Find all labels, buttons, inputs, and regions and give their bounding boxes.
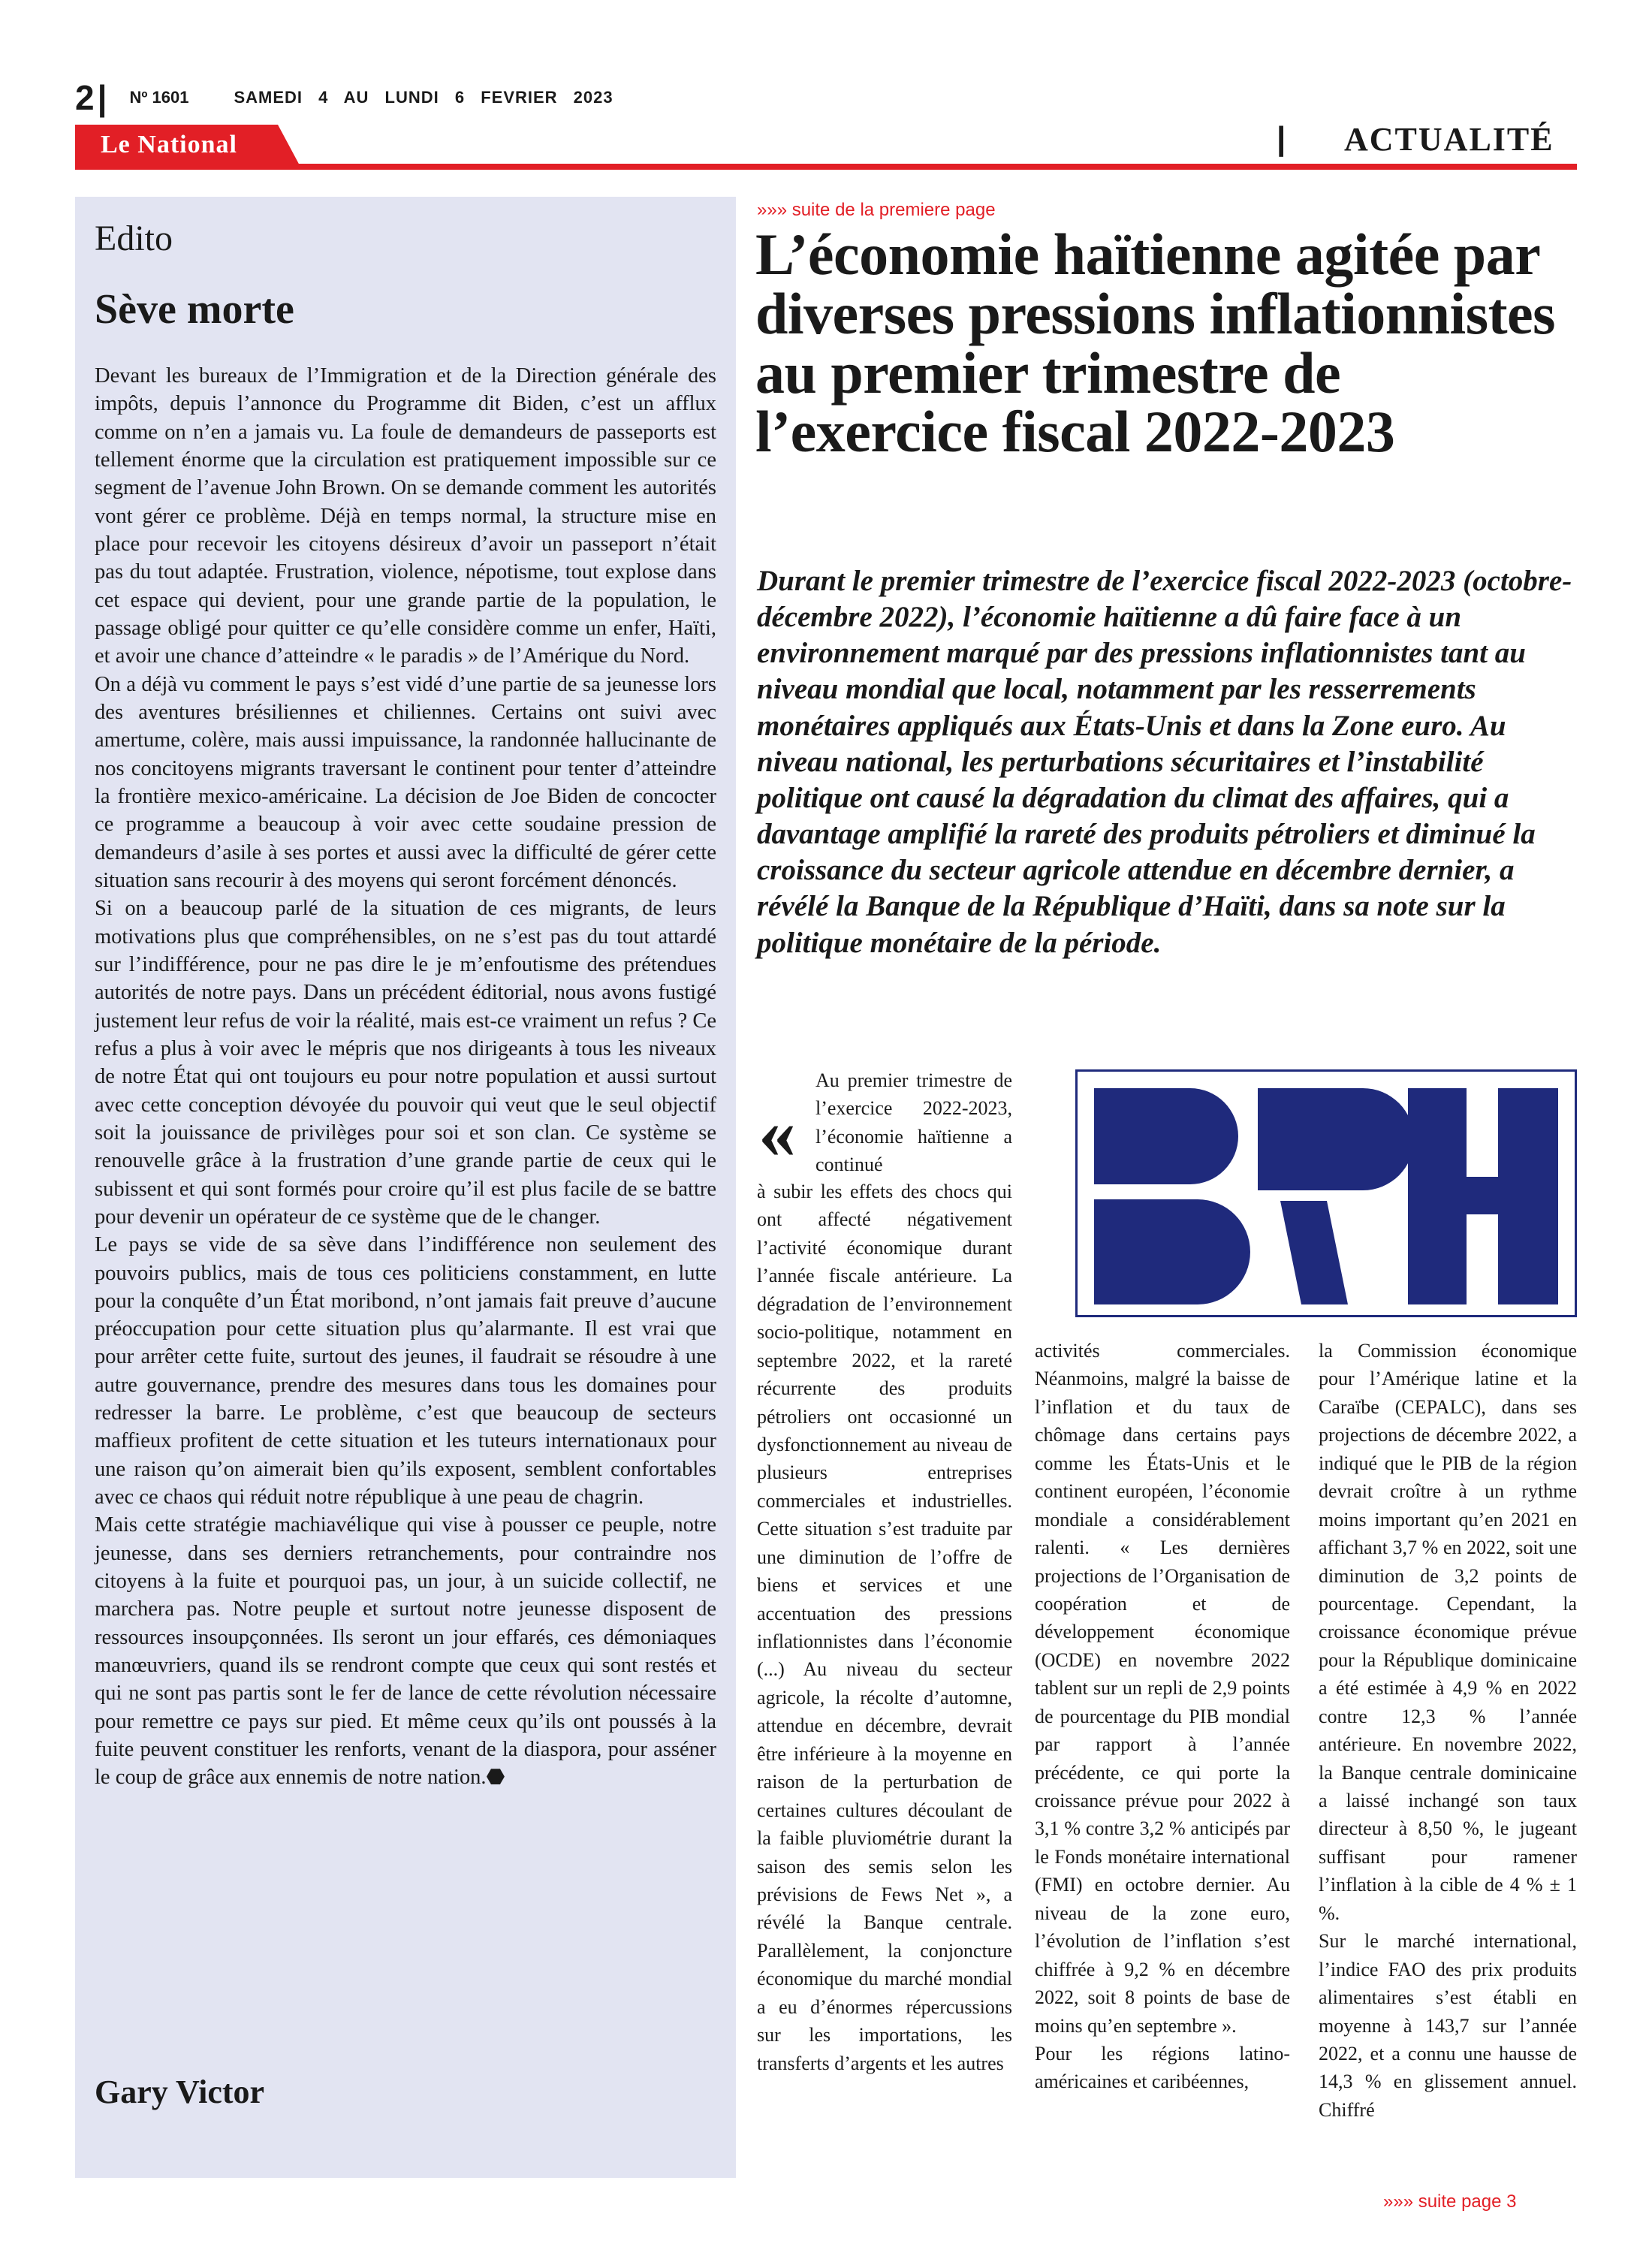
page-number-separator: | bbox=[97, 78, 107, 117]
section-title: ACTUALITÉ bbox=[1344, 121, 1554, 158]
edito-label: Edito bbox=[95, 219, 173, 258]
edito-paragraph: Si on a beaucoup parlé de la situation de ces migrants, de leurs motivations plus que compréhensibles, on ne s’est pas du tout attardé sur l’indifférence, pour ne pas dire le je m’enfoutisme des prétendues autorités de notre pays. Dans un précédent éditorial, nous avons fustigé justement leur refus de voir la réalité, mais est-ce vraiment un refus ? Ce refus a plus à voir avec le mépris que nos dirigeants à tous les niveaux de notre État qui ont toujours eu pour notre population et aussi surtout avec cette conception dévoyée du pouvoir qui veut que le seul objectif soit la jouissance de privilèges pour soi et son clan. Ce système se renouvelle grâce à la frustration d’une grande partie de ceux qui le subissent et qui sont formés pour croire qu’il est plus facile de se battre pour devenir un opérateur de ce système que de le changer. bbox=[95, 897, 716, 1229]
article-column-2 bbox=[1035, 1337, 1290, 2096]
article-headline: L’économie haïtienne agitée par diverses pressions inflationnistes au premier trimestre de l’exercice fiscal 2022-2023 bbox=[755, 222, 1556, 465]
article-lead: Durant le premier trimestre de l’exercice fiscal 2022-2023 (octobre-décembre 2022), l’économie haïtienne a dû faire face à un environnement marqué par des pressions inflationnistes tant au niveau mondial que local, notamment par les resserrements monétaires appliqués aux États-Unis et dans la Zone euro. Au niveau national, les perturbations sécuritaires et l’instabilité politique ont causé la dégradation du climat des affaires, qui a davantage amplifié la rareté des produits pétroliers et diminué la croissance du secteur agricole attendue en décembre dernier, a révélé la Banque de la République d’Haïti, dans sa note sur la politique monétaire de la période. bbox=[757, 565, 1572, 959]
article-paragraph: Pour les régions latino-américaines et caribéennes, bbox=[1035, 2042, 1290, 2093]
article-paragraph: Sur le marché international, l’indice FAO des prix produits alimentaires s’est établi en moyenne à 143,7 sur l’année 2022, et a connu une hausse de 14,3 % en glissement annuel. Chiffré bbox=[1319, 1930, 1577, 2121]
article-paragraph: la Commission économique pour l’Amérique latine et la Caraïbe (CEPALC), dans ses projections de décembre 2022, a indiqué que le PIB de la région devrait croître à un rythme moins important qu’en 2021 en affichant 3,7 % en 2022, soit une diminution de 3,2 points de pourcentage. Cependant, la croissance économique prévue pour la République dominicaine a été estimée à 4,9 % en 2022 contre 12,3 % l’année antérieure. En novembre 2022, la Banque centrale dominicaine a laissé inchangé son taux directeur à 8,50 %, le jugeant suffisant pour ramener l’inflation à la cible de 4 % ± 1 %. bbox=[1319, 1340, 1577, 1924]
continued-on-link[interactable]: »»» suite page 3 bbox=[1383, 2191, 1517, 2212]
article-column-3 bbox=[1319, 1337, 1577, 2124]
edito-paragraph: Mais cette stratégie machiavélique qui vise à pousser ce peuple, notre jeunesse, dans ses derniers retranchements, pour contraindre nos citoyens à la fuite et pourquoi pas, un jour, à un suicide collectif, ne marchera pas. Notre peuple et surtout notre jeunesse disposent de ressources insoupçonnées. Ils seront un jour effarés, ces démoniaques manœuvriers, quand ils se rendront compte que ceux qui sont restés et qui ne sont pas partis sont le fer de lance de cette révolution nécessaire pour remettre ce pays sur pied. Et même ceux qu’ils ont poussés à la fuite peuvent constituer les renforts, venant de la diaspora, pour asséner le coup de grâce aux ennemis de notre nation.⬣ bbox=[95, 1513, 716, 1790]
article-column-1: à subir les effets des chocs qui ont affecté négativement l’activité économique durant l’année fiscale antérieure. La dégradation de l’environnement socio-politique, notamment en septembre 2022, et la rareté récurrente des produits pétroliers ont occasionné un dysfonctionnement au niveau de plusieurs entreprises commerciales et industrielles. Cette situation s’est traduite par une diminution de l’offre de biens et services et une accentuation des pressions inflationnistes dans l’économie (...) Au niveau du secteur agricole, la récolte d’automne, attendue en décembre, devrait être inférieure à la moyenne en raison de la perturbation de certaines cultures découlant de la faible pluviométrie durant la saison des semis selon les prévisions de Fews Net », a révélé la Banque centrale. Parallèlement, la conjoncture économique du marché mondial a eu d’énormes répercussions sur les importations, les transferts d’argents et les autres bbox=[757, 1181, 1012, 2074]
issue-date: SAMEDI 4 AU LUNDI 6 FEVRIER 2023 bbox=[234, 88, 613, 107]
edito-paragraph: Devant les bureaux de l’Immigration et de la Direction générale des impôts, depuis l’annonce du Programme dit Biden, c’est un afflux comme on n’en a jamais vu. La foule de demandeurs de passeports est tellement énorme que la circulation est pratiquement impossible sur ce segment de l’avenue John Brown. On se demande comment les autorités vont gérer ce problème. Déjà en temps normal, la structure mise en place pour recevoir les citoyens désireux d’avoir un passeport n’était pas du tout adaptée. Frustration, violence, népotisme, tout explose dans cet espace qui devient, pour une grande partie de la population, le passage obligé pour quitter ce qu’elle considère comme un enfer, Haïti, et avoir une chance d’atteindre « le paradis » de l’Amérique du Nord. bbox=[95, 364, 716, 668]
edito-paragraph: Le pays se vide de sa sève dans l’indifférence non seulement des pouvoirs publics, mais de tous ces politiciens constamment, en lutte pour la conquête d’un État moribond, n’ont jamais fait preuve d’aucune préoccupation pour cette situation plus qu’alarmante. Il est vrai que pour arrêter cette fuite, surtout des jeunes, il faudrait se résoudre à une autre gouvernance, prendre des mesures dans tous les domaines pour redresser la barre. Le problème, c’est que beaucoup de secteurs maffieux profitent de cette situation et les tuteurs internationaux pour une raison qu’on aimerait bien qu’ils exposent, semblent confortables avec ce chaos qui réduit notre république à une peau de chagrin. bbox=[95, 1233, 716, 1510]
issue-number: Nº 1601 bbox=[129, 88, 189, 107]
article-column-1-intro: Au premier trimestre de l’exercice 2022-2023, l’économie haïtienne a continué bbox=[815, 1069, 1012, 1176]
newspaper-brand: Le National bbox=[101, 131, 237, 158]
page-number: 2 bbox=[75, 78, 95, 117]
opening-quote-mark: « bbox=[758, 1090, 796, 1174]
section-separator: | bbox=[1277, 120, 1286, 157]
page-header bbox=[75, 75, 613, 120]
brh-logo-icon bbox=[1075, 1069, 1577, 1317]
header-rule bbox=[75, 164, 1577, 170]
edito-paragraph: On a déjà vu comment le pays s’est vidé d’une partie de sa jeunesse lors des aventures brésiliennes et chiliennes. Certains ont suivi avec amertume, colère, mais aussi impuissance, la randonnée hallucinante de nos concitoyens migrants traversant le continent pour tenter d’atteindre la frontière mexico-américaine. La décision de Joe Biden de concocter ce programme a beaucoup à voir avec cette soudaine pression de demandeurs d’asile à ses portes et aussi avec la difficulté de gérer cette situation sans recourir à des moyens qui seront forcément dénoncés. bbox=[95, 672, 716, 892]
edito-body bbox=[95, 362, 716, 1792]
article-paragraph: activités commerciales. Néanmoins, malgré la baisse de l’inflation et du taux de chômage dans certains pays comme les États-Unis et le continent européen, l’économie mondiale a considérablement ralenti. « Les dernières projections de l’Organisation de coopération et de développement économique (OCDE) en novembre 2022 tablent sur un repli de 2,9 points de pourcentage du PIB mondial par rapport à l’année précédente, ce qui porte la croissance prévue pour 2022 à 3,1 % contre 3,2 % anticipés par le Fonds monétaire international (FMI) en octobre dernier. Au niveau de la zone euro, l’évolution de l’inflation s’est chiffrée à 9,2 % en décembre 2022, soit 8 points de base de moins qu’en septembre ». bbox=[1035, 1340, 1290, 2037]
continued-from-link[interactable]: »»» suite de la premiere page bbox=[757, 200, 996, 220]
edito-author: Gary Victor bbox=[95, 2074, 265, 2110]
edito-title: Sève morte bbox=[95, 286, 294, 333]
